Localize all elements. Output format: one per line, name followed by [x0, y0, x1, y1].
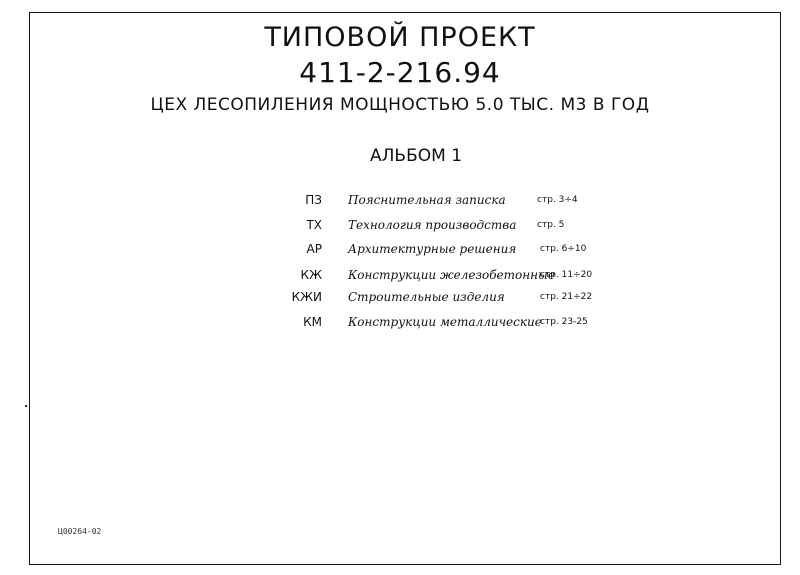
section-code: ТХ — [306, 218, 322, 232]
contents-row — [0, 315, 800, 333]
section-pages: стр. 11÷20 — [540, 270, 593, 280]
scan-speck — [25, 405, 27, 407]
section-code: АР — [306, 242, 322, 256]
contents-row — [0, 193, 800, 211]
section-pages: стр. 6÷10 — [540, 244, 587, 254]
contents-row — [0, 290, 800, 308]
document-title: ТИПОВОЙ ПРОЕКТ — [264, 22, 536, 53]
contents-row — [0, 242, 800, 260]
archive-stamp: Ц00264-02 — [58, 527, 102, 536]
section-pages: стр. 21÷22 — [540, 292, 593, 302]
contents-row — [0, 218, 800, 236]
section-name: Технология производства — [348, 218, 517, 232]
album-label: АЛЬБОМ 1 — [370, 146, 463, 166]
contents-row — [0, 268, 800, 286]
section-name: Конструкции металлические — [348, 315, 542, 329]
section-name: Строительные изделия — [348, 290, 505, 304]
document-subtitle: ЦЕХ ЛЕСОПИЛЕНИЯ МОЩНОСТЬЮ 5.0 ТЫС. М3 В ГОД — [150, 95, 650, 115]
section-code: КЖ — [300, 268, 322, 282]
project-number: 411-2-216.94 — [299, 56, 501, 89]
section-name: Конструкции железобетонные — [348, 268, 555, 282]
section-code: ПЗ — [305, 193, 322, 207]
section-pages: стр. 3÷4 — [537, 195, 578, 205]
section-pages: стр. 23-25 — [540, 317, 588, 327]
section-pages: стр. 5 — [537, 220, 565, 230]
section-name: Пояснительная записка — [348, 193, 506, 207]
section-code: КЖИ — [291, 290, 322, 304]
section-name: Архитектурные решения — [348, 242, 517, 256]
section-code: КМ — [303, 315, 322, 329]
